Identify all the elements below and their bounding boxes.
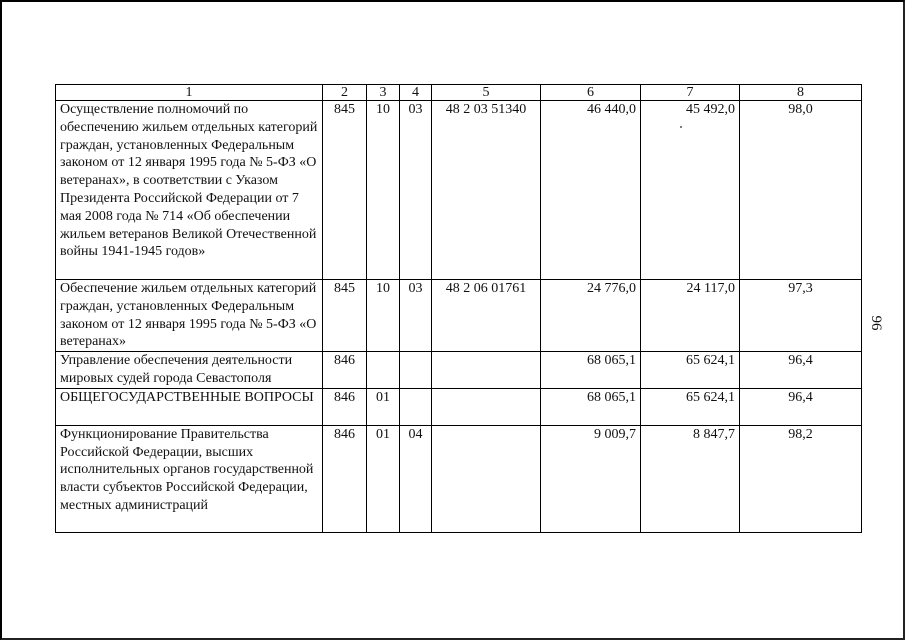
row-code-3 — [367, 352, 400, 389]
row-code-5: 48 2 03 51340 — [432, 101, 541, 280]
row-code-2: 845 — [323, 280, 367, 352]
row-code-3: 01 — [367, 388, 400, 425]
header-cell-8: 8 — [740, 85, 862, 101]
table-row — [56, 425, 862, 532]
row-code-5 — [432, 352, 541, 389]
table-row — [56, 352, 862, 389]
header-cell-6: 6 — [541, 85, 641, 101]
row-planned: 9 009,7 — [541, 425, 641, 532]
row-percent: 97,3 — [740, 280, 862, 352]
row-code-4 — [400, 388, 432, 425]
row-planned: 68 065,1 — [541, 388, 641, 425]
row-actual: 24 117,0 — [641, 280, 740, 352]
header-cell-7: 7 — [641, 85, 740, 101]
row-percent: 98,0 — [740, 101, 862, 280]
row-code-4: 04 — [400, 425, 432, 532]
row-planned: 68 065,1 — [541, 352, 641, 389]
row-code-2: 846 — [323, 388, 367, 425]
row-code-2: 846 — [323, 352, 367, 389]
row-code-4: 03 — [400, 101, 432, 280]
row-code-2: 845 — [323, 101, 367, 280]
table-row — [56, 280, 862, 352]
row-name: Осуществление полномочий по обеспечению жильем отдельных категорий граждан, установленных Федеральным законом от 12 января 1995 года № 5-ФЗ «О ветеранах», в соответствии с Указом Президента Российской Федерации от 7 мая 2008 года № 714 «Об обеспечении жильем ветеранов Великой Отечественной войны 1941-1945 годов» — [56, 101, 323, 280]
header-cell-3: 3 — [367, 85, 400, 101]
header-cell-1: 1 — [56, 85, 323, 101]
row-actual: 8 847,7 — [641, 425, 740, 532]
scan-speck — [680, 126, 682, 128]
row-code-5 — [432, 425, 541, 532]
budget-table — [55, 84, 862, 533]
table-row — [56, 388, 862, 425]
row-planned: 46 440,0 — [541, 101, 641, 280]
header-cell-5: 5 — [432, 85, 541, 101]
page-number: 96 — [868, 315, 884, 331]
row-percent: 98,2 — [740, 425, 862, 532]
row-code-3: 10 — [367, 101, 400, 280]
row-actual: 65 624,1 — [641, 388, 740, 425]
row-code-5 — [432, 388, 541, 425]
row-actual: 45 492,0 — [641, 101, 740, 280]
header-cell-4: 4 — [400, 85, 432, 101]
row-code-3: 01 — [367, 425, 400, 532]
row-code-5: 48 2 06 01761 — [432, 280, 541, 352]
row-actual: 65 624,1 — [641, 352, 740, 389]
row-percent: 96,4 — [740, 352, 862, 389]
row-name: Управление обеспечения деятельности мировых судей города Севастополя — [56, 352, 323, 389]
row-code-2: 846 — [323, 425, 367, 532]
header-row — [56, 85, 862, 101]
row-name: ОБЩЕГОСУДАРСТВЕННЫЕ ВОПРОСЫ — [56, 388, 323, 425]
row-code-3: 10 — [367, 280, 400, 352]
row-code-4 — [400, 352, 432, 389]
row-code-4: 03 — [400, 280, 432, 352]
row-percent: 96,4 — [740, 388, 862, 425]
row-planned: 24 776,0 — [541, 280, 641, 352]
row-name: Обеспечение жильем отдельных категорий граждан, установленных Федеральным законом от 12 января 1995 года № 5-ФЗ «О ветеранах» — [56, 280, 323, 352]
header-cell-2: 2 — [323, 85, 367, 101]
row-name: Функционирование Правительства Российской Федерации, высших исполнительных органов государственной власти субъектов Российской Федерации, местных администраций — [56, 425, 323, 532]
table-row — [56, 101, 862, 280]
